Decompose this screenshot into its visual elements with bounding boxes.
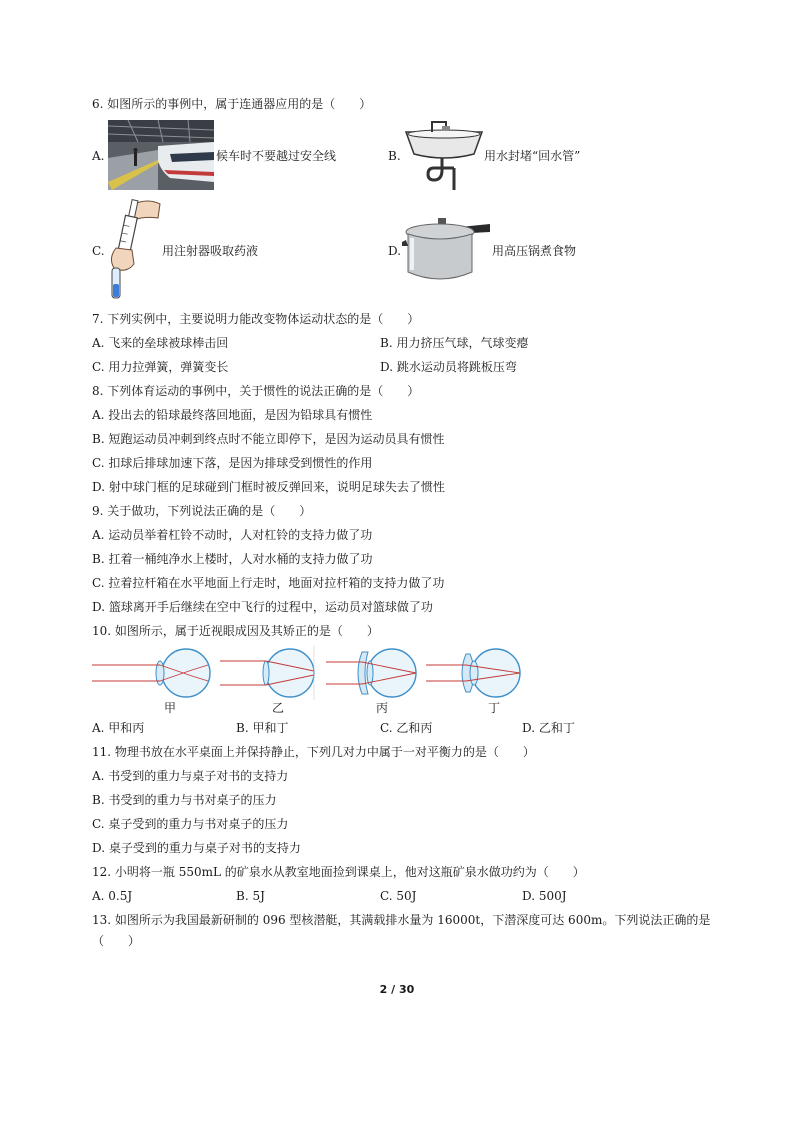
q6-option-d-text: 用高压锅煮食物 [492, 244, 577, 258]
eye-caption-yi: 乙 [272, 701, 285, 715]
eye-diagram-ding [426, 649, 520, 697]
q6-option-c-label: C. [92, 244, 105, 258]
q7-option-d: D. 跳水运动员将跳板压弯 [380, 360, 517, 374]
q6-option-a-label: A. [92, 149, 105, 163]
q6-stem: 6. 如图所示的事例中，属于连通器应用的是（ ） [92, 97, 372, 111]
q12-stem: 12. 小明将一瓶 550mL 的矿泉水从教室地面捡到课桌上，他对这瓶矿泉水做功约为（ ） [92, 865, 585, 879]
q6-option-a-text: 候车时不要越过安全线 [216, 149, 337, 163]
pressure-cooker-image [402, 214, 492, 286]
q9-option-b: B. 扛着一桶纯净水上楼时，人对水桶的支持力做了功 [92, 552, 373, 566]
q13-stem: 13. 如图所示为我国最新研制的 096 型核潜艇，其满载排水量为 16000t，下潜深度可达 600m。下列说法正确的是 [92, 913, 711, 927]
q9-stem: 9. 关于做功，下列说法正确的是（ ） [92, 504, 312, 518]
q7-option-a: A. 飞来的垒球被球棒击回 [92, 336, 229, 350]
sink-trap-image [402, 118, 486, 192]
eye-diagram-jia [92, 649, 210, 697]
eye-caption-jia: 甲 [164, 701, 177, 715]
q9-option-a: A. 运动员举着杠铃不动时，人对杠铃的支持力做了功 [92, 528, 373, 542]
q8-stem: 8. 下列体育运动的事例中，关于惯性的说法正确的是（ ） [92, 384, 420, 398]
page-number: 2 / 30 [379, 983, 415, 996]
q9-option-d: D. 篮球离开手后继续在空中飞行的过程中，运动员对篮球做了功 [92, 600, 433, 614]
q6-option-d-label: D. [388, 244, 402, 258]
q6-option-b-text: 用水封堵“回水管” [484, 149, 581, 163]
q10-stem: 10. 如图所示，属于近视眼成因及其矫正的是（ ） [92, 624, 379, 638]
eye-diagram-yi [220, 646, 314, 700]
q9-option-c: C. 拉着拉杆箱在水平地面上行走时，地面对拉杆箱的支持力做了功 [92, 576, 445, 590]
q12-option-a: A. 0.5J [92, 889, 133, 903]
syringe-image [104, 198, 162, 304]
q12-option-d: D. 500J [522, 889, 567, 903]
eye-diagram-bing [326, 649, 416, 697]
q8-option-a: A. 投出去的铅球最终落回地面，是因为铅球具有惯性 [92, 408, 373, 422]
q7-option-b: B. 用力挤压气球，气球变瘪 [380, 336, 529, 350]
q11-stem: 11. 物理书放在水平桌面上并保持静止，下列几对力中属于一对平衡力的是（ ） [92, 745, 535, 759]
q10-option-c: C. 乙和丙 [380, 721, 433, 735]
q6-option-b-label: B. [388, 149, 401, 163]
q12-option-c: C. 50J [380, 889, 417, 903]
q6-option-c-text: 用注射器吸取药液 [162, 244, 259, 258]
q13-stem-continued: （ ） [92, 934, 141, 948]
q11-option-d: D. 桌子受到的重力与桌子对书的支持力 [92, 841, 301, 855]
eye-caption-bing: 丙 [376, 701, 389, 715]
eye-caption-ding: 丁 [488, 701, 501, 715]
q10-option-b: B. 甲和丁 [236, 721, 289, 735]
q11-option-c: C. 桌子受到的重力与书对桌子的压力 [92, 817, 289, 831]
train-station-image [108, 120, 214, 190]
q12-option-b: B. 5J [236, 889, 265, 903]
q11-option-a: A. 书受到的重力与桌子对书的支持力 [92, 769, 289, 783]
q8-option-d: D. 射中球门框的足球碰到门框时被反弹回来，说明足球失去了惯性 [92, 480, 445, 494]
q10-option-a: A. 甲和丙 [92, 721, 145, 735]
q11-option-b: B. 书受到的重力与书对桌子的压力 [92, 793, 277, 807]
q8-option-c: C. 扣球后排球加速下落，是因为排球受到惯性的作用 [92, 456, 373, 470]
q8-option-b: B. 短跑运动员冲刺到终点时不能立即停下，是因为运动员具有惯性 [92, 432, 445, 446]
q7-stem: 7. 下列实例中，主要说明力能改变物体运动状态的是（ ） [92, 312, 420, 326]
q7-option-c: C. 用力拉弹簧，弹簧变长 [92, 360, 229, 374]
q10-option-d: D. 乙和丁 [522, 721, 575, 735]
eye-diagram [92, 646, 532, 700]
